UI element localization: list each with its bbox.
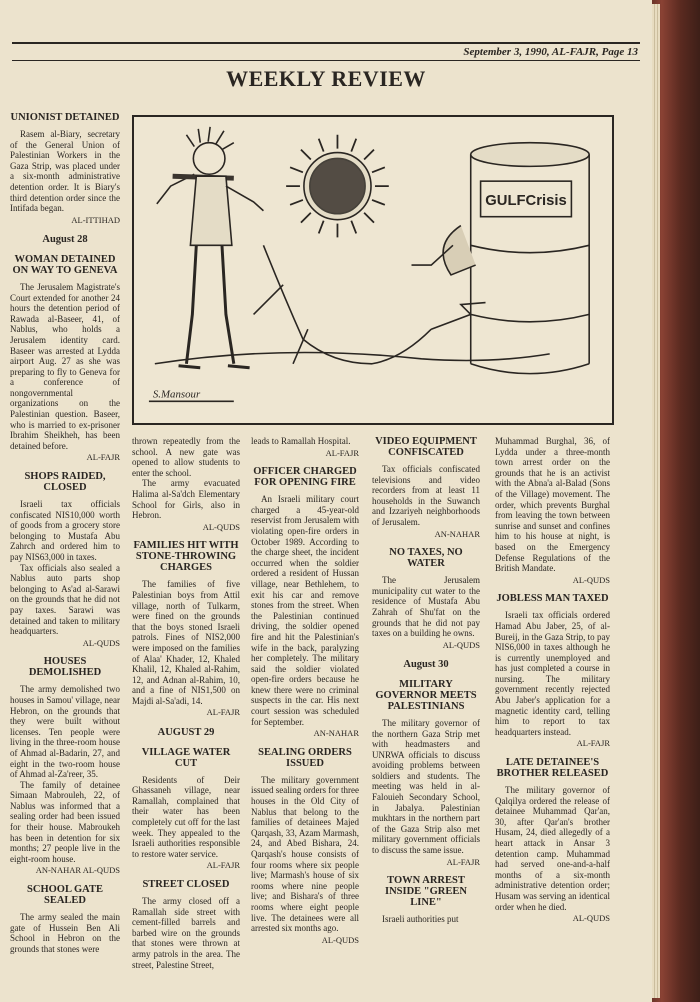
source-credit: AN-NAHAR xyxy=(313,728,359,739)
headline-jobless-man-taxed: JOBLESS MAN TAXED xyxy=(496,593,609,605)
date-heading: August 30 xyxy=(403,659,449,671)
source-credit: AL-FAJR xyxy=(206,860,240,871)
source-credit: AL-FAJR xyxy=(576,738,610,749)
article-body: The army sealed the main gate of Hussein Ben Ali School in Hebron on the grounds that stones were xyxy=(10,912,120,954)
date-heading: August 28 xyxy=(42,234,88,246)
column-5 xyxy=(495,436,610,932)
headline-video-equipment: VIDEO EQUIPMENT CONFISCATED xyxy=(375,436,477,458)
column-1 xyxy=(10,112,120,954)
source-credit: AN-NAHAR xyxy=(434,528,480,539)
article-body: Israeli authorities put xyxy=(382,914,459,925)
headline-late-detainee: LATE DETAINEE'S BROTHER RELEASED xyxy=(496,757,609,780)
headline-unionist-detained: UNIONIST DETAINED xyxy=(10,112,120,123)
article-body: The army closed off a Ramallah side street with cement-filled barrels and barbed wire on the grounds that stones were thrown at army patrols in the area. The street, Palestine Street, xyxy=(132,896,240,970)
barrel-label: GULFCrisis xyxy=(485,192,567,209)
source-credit: AL-ITTIHAD xyxy=(71,214,120,225)
date-line: September 3, 1990, AL-FAJR, Page 13 xyxy=(463,46,638,58)
headline-street-closed: STREET CLOSED xyxy=(142,879,230,890)
source-credit: AL-FAJR xyxy=(325,447,359,458)
source-credit: AL-QUDS xyxy=(321,934,359,945)
headline-school-gate-sealed: SCHOOL GATE SEALED xyxy=(27,884,103,907)
page-title: WEEKLY REVIEW xyxy=(226,66,426,91)
boy-figure xyxy=(157,127,264,368)
headline-village-water-cut: VILLAGE WATER CUT xyxy=(141,746,231,769)
source-credit: AL-QUDS xyxy=(442,639,480,650)
article-body: Tax officials also sealed a Nablus auto parts shop belonging to As'ad al-Sarawi on the grounds that he did not pay taxes. Sarawi was detained and taken to military headquarters. xyxy=(10,562,120,637)
article-body: Muhammad Burghal, 36, of Lydda under a three-month town arrest order on the grounds that he is an activist with the Abna'a al-Balad (Sons of the Village) movement. The order, which prevents Burghal from leaving the town between sunrise and sunset and confines him to his house at night, is based on the Emergency Defense Regulations of the British Mandate. xyxy=(495,436,610,574)
source-credit: AL-FAJR xyxy=(206,707,240,718)
source-credit: AL-FAJR xyxy=(86,452,120,463)
headline-shops-raided: SHOPS RAIDED, CLOSED xyxy=(24,471,106,494)
headline-no-taxes-no-water: NO TAXES, NO WATER xyxy=(389,547,463,570)
column-3 xyxy=(251,436,359,953)
article-body: The military governor of Qalqilya ordered the release of detainee Muhammad Qar'an, 30, after Qar'an's brother Husam, 24, died allegedly of a heart attack in Ansar 3 detention camp. Muhammad had served one-and-a-half months of a six-month administrative detention order; Husam was serving an identical order when he died. xyxy=(495,785,610,912)
headline-sealing-orders: SEALING ORDERS ISSUED xyxy=(258,746,352,769)
article-body: leads to Ramallah Hospital. xyxy=(251,436,351,446)
article-body: Israeli tax officials confiscated NIS10,000 worth of goods from a grocery store belonging to Mustafa Abu Zahrch and ordered him to pay NIS63,000 in taxes. xyxy=(10,499,120,562)
article-body: The army demolished two houses in Samou' village, near Hebron, on the grounds that they were built without licenses. Ten people were living in the three-room house of Ahmad al-Badarin, 27, and eight in the two-room house of Ahmad al-Za'reer, 35. xyxy=(10,684,120,780)
source-credit: AL-QUDS xyxy=(82,637,120,648)
article-body: The Jerusalem municipality cut water to the residence of Mustafa Abu Zahrah of Shu'fat on the grounds that he did not pay taxes on a building he owns. xyxy=(372,575,480,639)
sun-icon xyxy=(286,135,389,238)
cartoonist-signature: S.Mansour xyxy=(152,388,201,401)
editorial-cartoon xyxy=(132,115,614,425)
headline-town-arrest: TOWN ARREST INSIDE "GREEN LINE" xyxy=(385,875,467,909)
article-body: The military governor of the northern Gaza Strip met with headmasters and UNRWA officials to discuss avoiding problems between soldiers and students. The meeting was held in al-Falouieh Secondary School, in Jabalya. Palestinian mukhtars in the northern part of the Gaza Strip also met military government officials to discuss the same issue. xyxy=(372,717,480,856)
article-body: An Israeli military court charged a 45-year-old reservist from Jerusalem with violating open-fire orders in October 1989. According to the charge sheet, the incident occurred when the soldier ordered a resident of Hussan village, near Bethlehem, to exit his car and remove stones from the street. When the Palestinian continued driving, the soldier opened fire and hit the Palestinian's wife in the back, paralyzing her completely. The military said the soldier violated open-fire orders because he knew there were no criminal suspects in the car. His next court session was scheduled for September. xyxy=(251,494,359,727)
column-4 xyxy=(372,436,480,925)
source-credit: AL-FAJR xyxy=(446,856,480,867)
article-body: The military government issued sealing orders for three houses in the Old City of Nablus that belong to the families of detainees Majed Qarqash, 33, Azam Marmash, 24, and Abed Bishara, 24. Qarqash's house consists of four rooms where six people live; Marmash's house of six rooms where nine people live; and Bishara's of three rooms where eight people live. The detainees were all arrested six months ago. xyxy=(251,774,359,934)
article-body: The army evacuated Halima al-Sa'dch Elementary School for Girls, also in Hebron. xyxy=(132,478,240,521)
date-heading: AUGUST 29 xyxy=(157,727,215,739)
article-body: Israeli tax officials ordered Hamad Abu Jaber, 25, of al-Bureij, in the Gaza Strip, to pay NIS6,000 in taxes although he is currently unemployed and has just completed a course in nursing. The military government recently rejected Abu Jaber's application for a magnetic identity card, telling him to report to tax headquarters instead. xyxy=(495,610,610,737)
headline-woman-detained: WOMAN DETAINED ON WAY TO GENEVA xyxy=(12,253,118,276)
cartoon-illustration xyxy=(134,117,612,423)
column-2 xyxy=(132,436,240,970)
article-body: Rasem al-Biary, secretary of the General Union of Palestinian Workers in the Gaza Strip, was placed under a six-month administrative detention order. It is Biary's third detention order since the Intifada began. xyxy=(10,129,120,214)
headline-families-hit: FAMILIES HIT WITH STONE-THROWING CHARGES xyxy=(133,540,239,574)
barrel-figure xyxy=(411,143,589,374)
source-credit: AL-QUDS xyxy=(202,521,240,532)
top-rule xyxy=(12,42,640,44)
headline-governor-meets: MILITARY GOVERNOR MEETS PALESTINIANS xyxy=(375,678,477,712)
article-body: Residents of Deir Ghassaneh village, near Ramallah, complained that their water has been completely cut off for the last week. They appealed to the Israeli authorities responsible to restore water service. xyxy=(132,774,240,859)
article-body: The families of five Palestinian boys from Attil village, north of Tulkarm, were fined on the grounds that the boys stoned Israeli patrols. Fines of NIS2,000 were imposed on the families of Alaa' Khader, 12, Khaled Khalil, 12, Khaled al-Rahim, 12, and Adnan al-Rahim, 10, and a fine of NIS1,500 on Majdi al-Sa'adi, 14. xyxy=(132,579,240,706)
source-credit: AN-NAHAR AL-QUDS xyxy=(35,865,120,876)
source-credit: AL-QUDS xyxy=(572,574,610,585)
article-body: The family of detainee Simaan Mabrouleh, 22, of Nablus was informed that a sealing order had been issued for their house. Mabroukeh has been in detention for six months; 27 people live in the eight-room house. xyxy=(10,779,120,864)
headline-officer-charged: OFFICER CHARGED FOR OPENING FIRE xyxy=(253,466,357,489)
headline-houses-demolished: HOUSES DEMOLISHED xyxy=(28,656,102,679)
article-body: thrown repeatedly from the school. A new gate was opened to allow students to enter the school. xyxy=(132,436,240,478)
article-body: The Jerusalem Magistrate's Court extended for another 24 hours the detention period of Rawada al-Baseer, 41, of Nablus, who holds a Jerusalem identity card. Baseer was arrested at Lydda airport Aug. 27 as she was preparing to fly to Geneva for a conference of nongovernmental organizations on the Palestinian question. Baseer, who is married to ex-prisoner Ibrahim Sheikheh, has been detained before. xyxy=(10,281,120,451)
header-rule xyxy=(12,60,640,61)
source-credit: AL-QUDS xyxy=(572,913,610,924)
article-body: Tax officials confiscated televisions and video recorders from at least 11 households in the Suwanch and Izzariyeh neighborhoods of Jerusalem. xyxy=(372,464,480,527)
